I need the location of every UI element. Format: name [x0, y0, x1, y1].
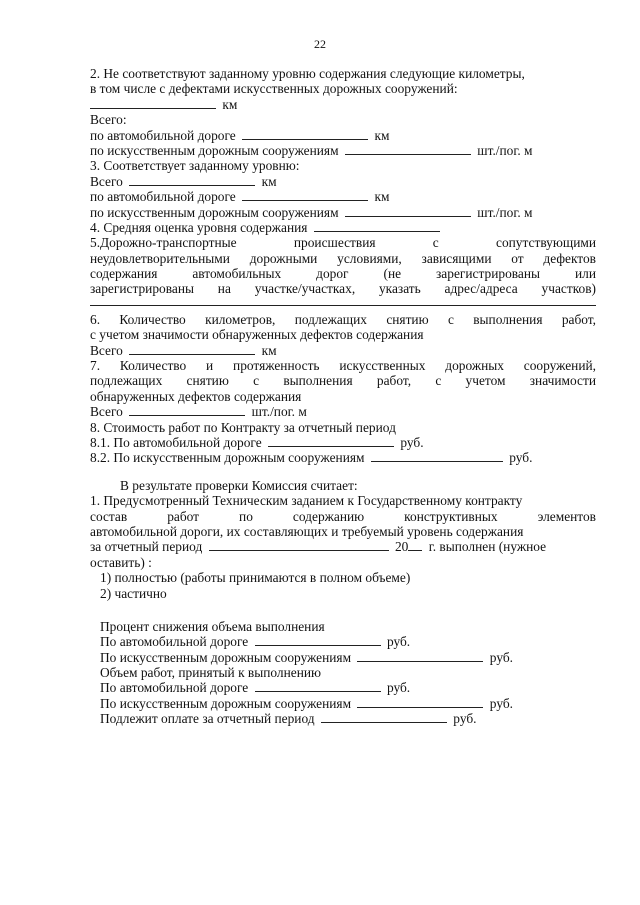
s3-total-blank[interactable]: [129, 174, 255, 186]
s7-total-row: [90, 404, 596, 419]
s2-km-unit: км: [222, 96, 238, 112]
s5-address-blank[interactable]: [90, 297, 596, 306]
result-line2: состав работ по содержанию конструктивных элементов: [90, 508, 596, 524]
result-line5: оставить) :: [90, 554, 152, 570]
accepted-structs-unit: руб.: [489, 695, 513, 711]
s3-structs-row: [90, 205, 596, 220]
reduce-structs-row: [90, 650, 596, 665]
result-period-label: за отчетный период: [90, 539, 203, 555]
result-period-blank[interactable]: [209, 539, 389, 551]
s8-road-blank[interactable]: [268, 435, 394, 447]
s7-line2: подлежащих снятию с выполнения работ, с учетом значимости: [90, 373, 596, 389]
s2-km-row: [90, 97, 596, 112]
s7-total-label: Всего: [90, 404, 123, 420]
result-intro: В результате проверки Комиссия считает:: [120, 477, 358, 493]
s2-line1: 2. Не соответствуют заданному уровню содержания следующие километры,: [90, 66, 525, 81]
s3-total-label: Всего: [90, 173, 123, 189]
s3-structs-label: по искусственным дорожным сооружениям: [90, 204, 339, 220]
reduce-road-row: [90, 634, 596, 649]
result-year-prefix: 20: [394, 539, 409, 555]
reduce-structs-blank[interactable]: [357, 650, 483, 662]
reduce-structs-label: По искусственным дорожным сооружениям: [100, 649, 352, 665]
result-option-partial: 2) частично: [100, 585, 167, 601]
s3-title: 3. Соответствует заданному уровню:: [90, 158, 300, 174]
s7-line3: обнаруженных дефектов содержания: [90, 388, 302, 404]
result-line1: 1. Предусмотренный Техническим заданием к Государственному контракту: [90, 493, 523, 509]
s3-road-row: [90, 189, 596, 204]
s4-blank[interactable]: [314, 220, 440, 232]
s8-structs-row: [90, 450, 596, 465]
s5-line4: зарегистрированы на участке/участках, указать адрес/адреса участков): [90, 281, 596, 297]
s7-total-blank[interactable]: [129, 404, 245, 416]
s6-line1: 6. Количество километров, подлежащих снятию с выполнения работ,: [90, 311, 596, 327]
accepted-structs-row: [90, 696, 596, 711]
s8-road-unit: руб.: [400, 434, 424, 450]
s6-total-unit: км: [261, 342, 277, 358]
s2-structs-unit: шт./пог. м: [477, 142, 533, 158]
result-year-blank[interactable]: [408, 539, 422, 551]
accepted-road-label: По автомобильной дороге: [100, 680, 249, 696]
s6-total-blank[interactable]: [129, 343, 255, 355]
s2-road-label: по автомобильной дороге: [90, 127, 236, 143]
accepted-structs-label: По искусственным дорожным сооружениям: [100, 695, 352, 711]
s7-line1: 7. Количество и протяженность искусственных дорожных сооружений,: [90, 358, 596, 374]
s3-total-row: [90, 174, 596, 189]
s2-road-row: [90, 128, 596, 143]
pay-unit: руб.: [453, 711, 477, 727]
s3-structs-unit: шт./пог. м: [477, 204, 533, 220]
s3-road-label: по автомобильной дороге: [90, 189, 236, 205]
result-line3: автомобильной дороги, их составляющих и требуемый уровень содержания: [90, 523, 524, 539]
s8-road-row: [90, 435, 596, 450]
s2-line2: в том числе с дефектами искусственных дорожных сооружений:: [90, 81, 458, 97]
s4-row: [90, 220, 596, 235]
s5-line3: содержания автомобильных дорог (не зарегистрированы или: [90, 266, 596, 282]
accepted-structs-blank[interactable]: [357, 696, 483, 708]
s8-title: 8. Стоимость работ по Контракту за отчетный период: [90, 419, 396, 435]
s8-structs-label: 8.2. По искусственным дорожным сооружениям: [90, 450, 365, 466]
s5-line1: 5.Дорожно-транспортные происшествия с сопутствующими: [90, 235, 596, 251]
page-number: 22: [314, 37, 326, 51]
result-line4: [90, 539, 596, 554]
s2-structs-label: по искусственным дорожным сооружениям: [90, 142, 339, 158]
reduce-road-unit: руб.: [386, 634, 411, 650]
pay-blank[interactable]: [321, 711, 447, 723]
reduce-road-label: По автомобильной дороге: [100, 634, 249, 650]
accepted-road-unit: руб.: [386, 680, 411, 696]
s2-total-label: Всего:: [90, 112, 127, 128]
s7-total-unit: шт./пог. м: [251, 404, 307, 420]
s6-line2: с учетом значимости обнаруженных дефектов содержания: [90, 327, 424, 343]
reduce-structs-unit: руб.: [489, 649, 513, 665]
reduce-title: Процент снижения объема выполнения: [100, 618, 325, 634]
s3-total-unit: км: [261, 173, 277, 189]
s2-structs-blank[interactable]: [345, 143, 471, 155]
s6-total-row: [90, 343, 596, 358]
s3-road-blank[interactable]: [242, 189, 368, 201]
s5-line2: неудовлетворительными дорожными условиями, зависящими от дефектов: [90, 250, 596, 266]
accepted-title: Объем работ, принятый к выполнению: [100, 665, 322, 681]
s2-road-blank[interactable]: [242, 128, 368, 140]
s3-structs-blank[interactable]: [345, 205, 471, 217]
s8-structs-unit: руб.: [509, 450, 533, 466]
s6-total-label: Всего: [90, 342, 123, 358]
accepted-road-blank[interactable]: [255, 680, 381, 692]
document-body: [90, 66, 596, 727]
s3-road-unit: км: [374, 189, 390, 205]
pay-label: Подлежит оплате за отчетный период: [100, 711, 315, 727]
s8-road-label: 8.1. По автомобильной дороге: [90, 434, 262, 450]
s2-road-unit: км: [374, 127, 390, 143]
s2-structs-row: [90, 143, 596, 158]
s4-label: 4. Средняя оценка уровня содержания: [90, 219, 308, 235]
s2-km-blank[interactable]: [90, 97, 216, 109]
pay-row: [90, 711, 596, 726]
result-completed-text: г. выполнен (нужное: [428, 539, 547, 555]
s8-structs-blank[interactable]: [371, 450, 503, 462]
accepted-road-row: [90, 680, 596, 695]
result-option-full: 1) полностью (работы принимаются в полном объеме): [100, 570, 411, 586]
reduce-road-blank[interactable]: [255, 634, 381, 646]
